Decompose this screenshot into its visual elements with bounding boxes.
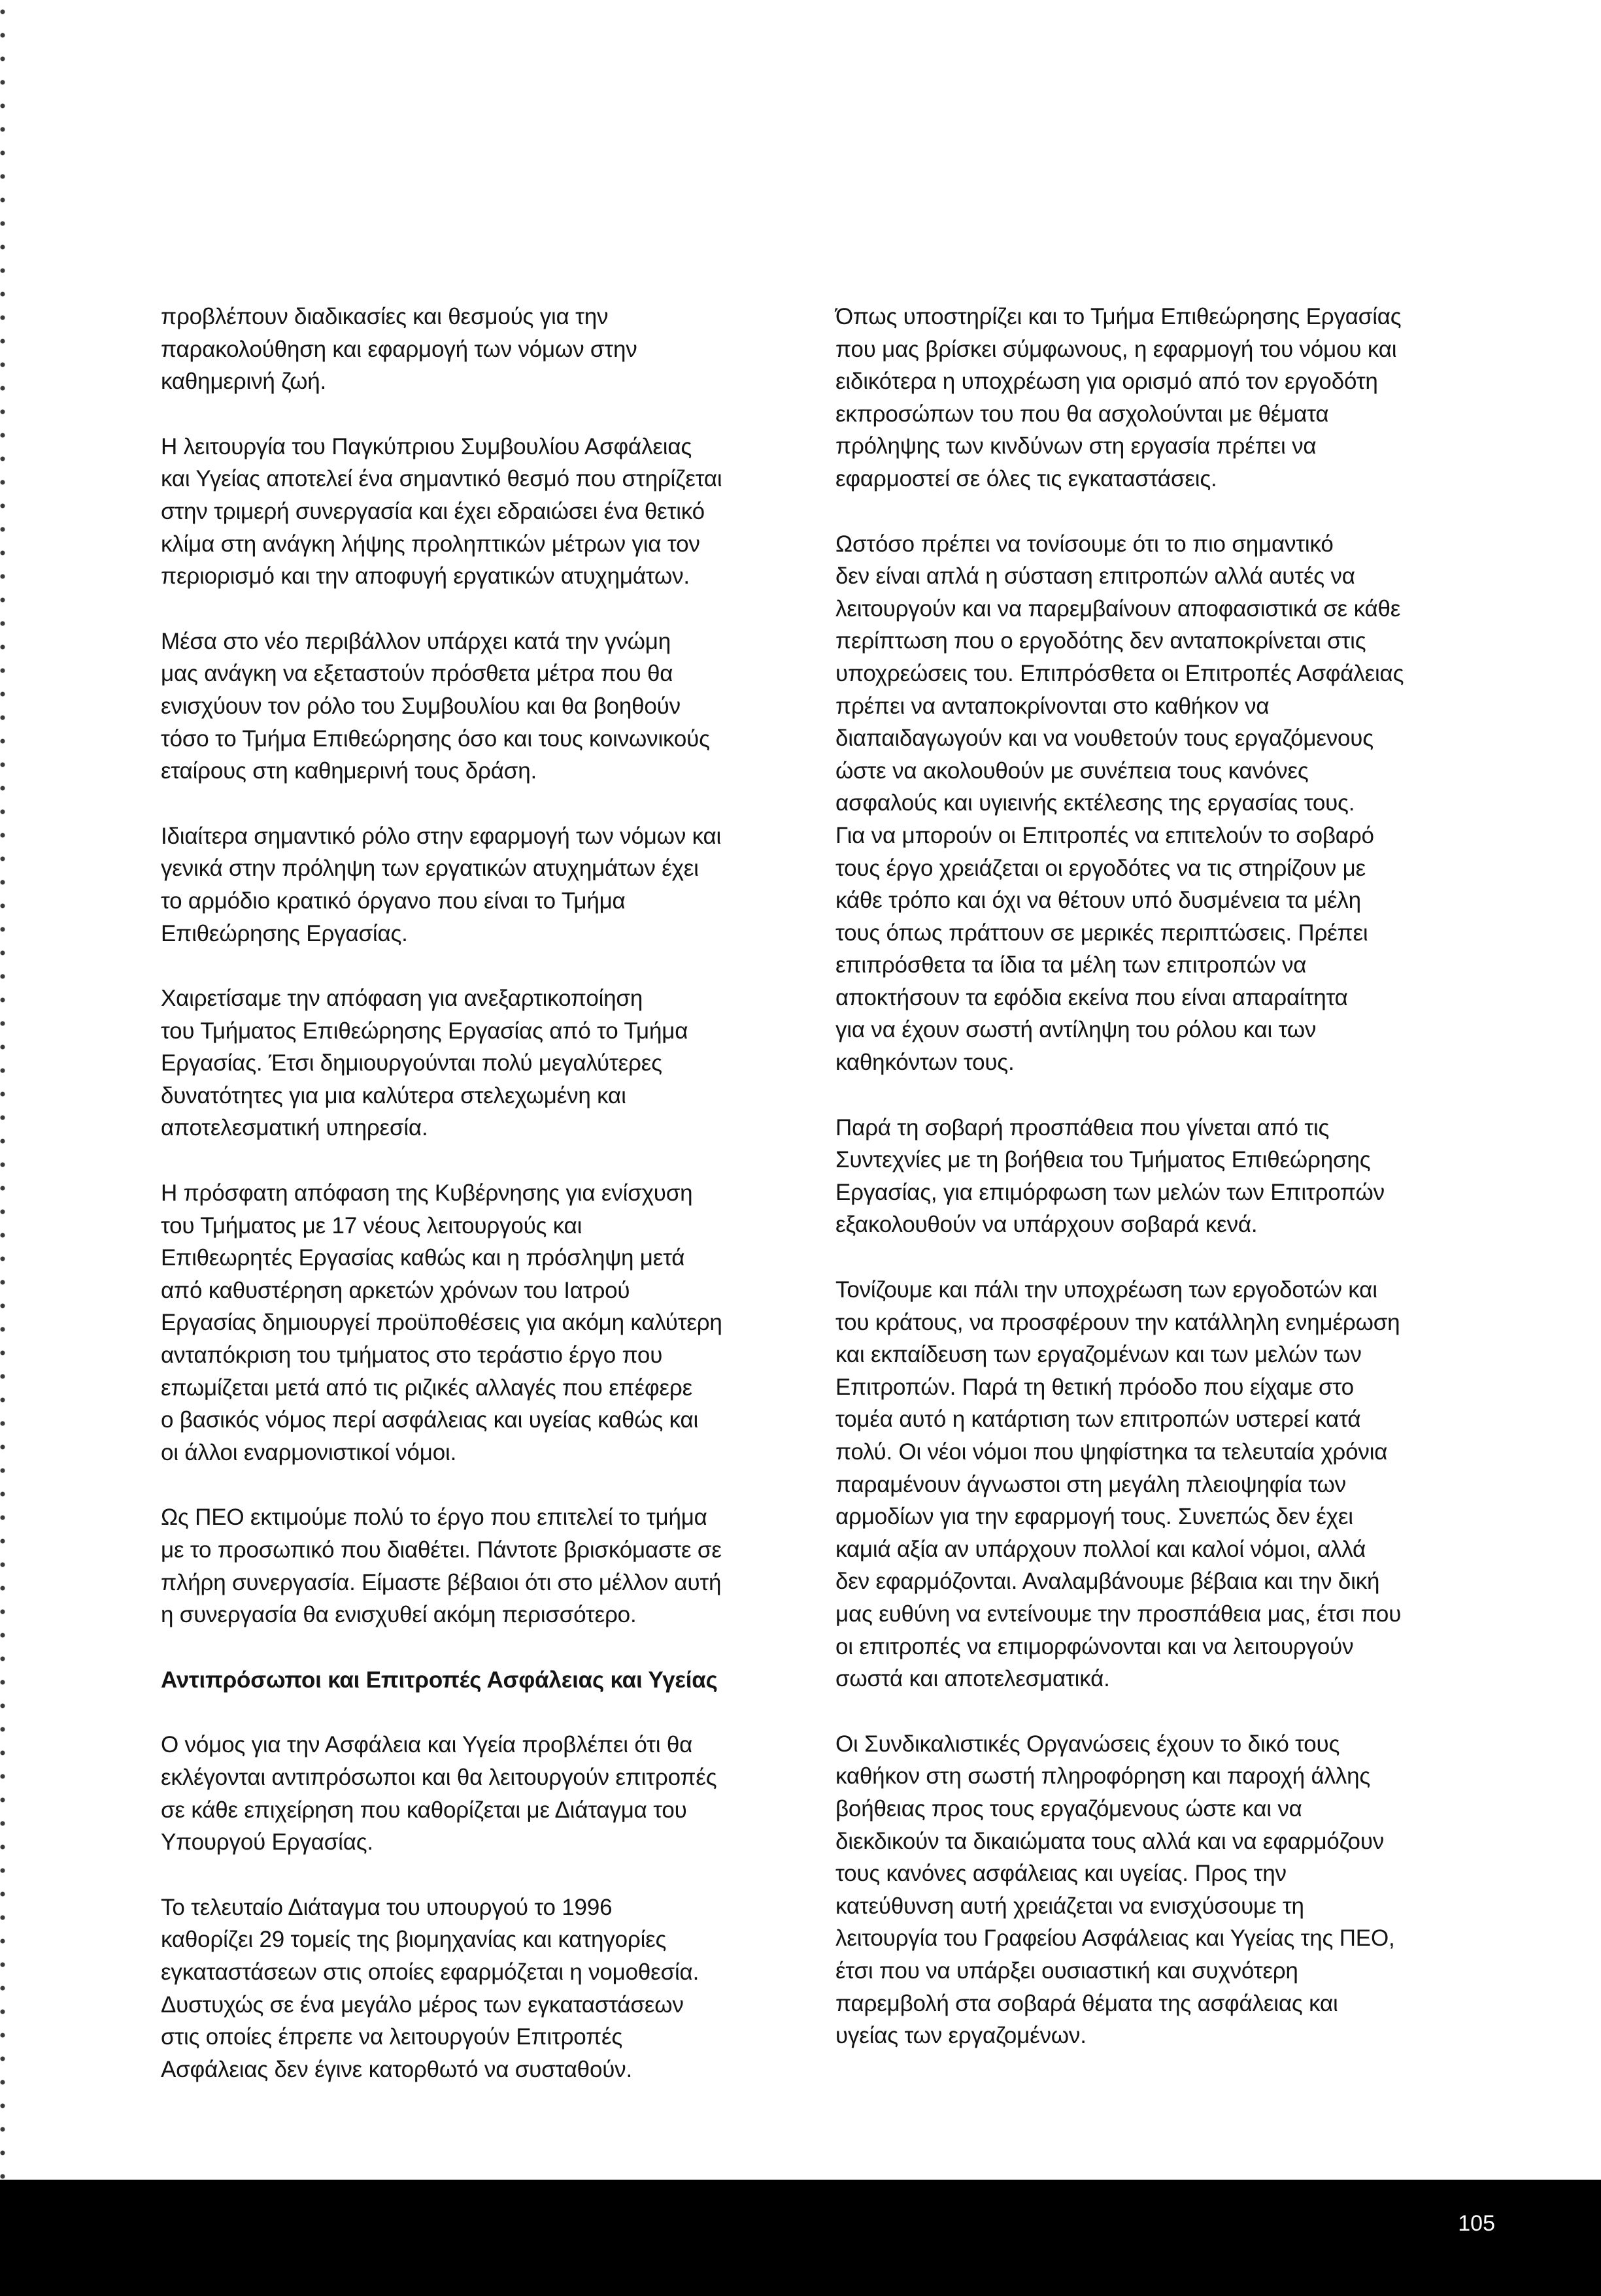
right-paragraph-1: Όπως υποστηρίζει και το Τμήμα Επιθεώρησης Εργασίας που μας βρίσκει σύμφωνους, η εφαρμογή του νόμου και ειδικότερα η υποχρέωση για ορισμό από τον εργοδότη εκπροσώπων του που θα ασχολούνται με θέματα πρόληψης των κινδύνων στη εργασία πρέπει να εφαρμοστεί σε όλες τις εγκαταστάσεις. (835, 304, 1402, 491)
left-paragraph-1: προβλέπουν διαδικασίες και θεσμούς για την παρακολούθηση και εφαρμογή των νόμων στην καθημερινή ζωή. (161, 304, 637, 395)
left-paragraph-4: Ιδιαίτερα σημαντικό ρόλο στην εφαρμογή των νόμων και γενικά στην πρόληψη των εργατικών ατυχημάτων έχει το αρμόδιο κρατικό όργανο που είναι το Τμήμα Επιθεώρησης Εργασίας. (161, 823, 722, 946)
left-paragraph-7: Ως ΠΕΟ εκτιμούμε πολύ το έργο που επιτελεί το τμήμα με το προσωπικό που διαθέτει. Πάντοτε βρισκόμαστε σε πλήρη συνεργασία. Είμαστε βέβαιοι ότι στο μέλλον αυτή η συνεργασία θα ενισχυθεί ακόμη περισσότερο. (161, 1505, 722, 1628)
left-paragraph-2: Η λειτουργία του Παγκύπριου Συμβουλίου Ασφάλειας και Υγείας αποτελεί ένα σημαντικό θεσμό που στηρίζεται στην τριμερή συνεργασία και έχει εδραιώσει ένα θετικό κλίμα στη ανάγκη λήψης προληπτικών μέτρων για τον περιορισμό και την αποφυγή εργατικών ατυχημάτων. (161, 433, 722, 590)
left-paragraph-9: Το τελευταίο Διάταγμα του υπουργού το 1996 καθορίζει 29 τομείς της βιομηχανίας και κατηγορίες εγκαταστάσεων στις οποίες εφαρμόζεται η νομοθεσία. Δυστυχώς σε ένα μεγάλο μέρος των εγκαταστάσεων στις οποίες έπρεπε να λειτουργούν Επιτροπές Ασφάλειας δεν έγινε κατορθωτό να συσταθούν. (161, 1894, 699, 2082)
right-column (835, 301, 1496, 2085)
right-paragraph-4: Τονίζουμε και πάλι την υποχρέωση των εργοδοτών και του κράτους, να προσφέρουν την κατάλληλη ενημέρωση και εκπαίδευση των εργαζομένων και των μελών των Επιτροπών. Παρά τη θετική πρόοδο που είχαμε στο τομέα αυτό η κατάρτιση των επιτροπών υστερεί κατά πολύ. Οι νέοι νόμοι που ψηφίστηκα τα τελευταία χρόνια παραμένουν άγνωστοι στη μεγάλη πλειοψηφία των αρμοδίων για την εφαρμογή τους. Συνεπώς δεν έχει καμιά αξία αν υπάρχουν πολλοί και καλοί νόμοι, αλλά δεν εφαρμόζονται. Αναλαμβάνουμε βέβαια και την δική μας ευθύνη να εντείνουμε την προσπάθεια μας, έτσι που οι επιτροπές να επιμορφώνονται και να λειτουργούν σωστά και αποτελεσματικά. (835, 1277, 1402, 1692)
binder-holes (0, 0, 13, 2296)
right-paragraph-5: Οι Συνδικαλιστικές Οργανώσεις έχουν το δικό τους καθήκον στη σωστή πληροφόρηση και παροχή άλλης βοήθειας προς τους εργαζόμενους ώστε και να διεκδικούν τα δικαιώματα τους αλλά και να εφαρμόζουν τους κανόνες ασφάλειας και υγείας. Προς την κατεύθυνση αυτή χρειάζεται να ενισχύσουμε τη λειτουργία του Γραφείου Ασφάλειας και Υγείας της ΠΕΟ, έτσι που να υπάρξει ουσιαστική και συχνότερη παρεμβολή στα σοβαρά θέματα της ασφάλειας και υγείας των εργαζομένων. (835, 1731, 1395, 2049)
right-paragraph-2: Ωστόσο πρέπει να τονίσουμε ότι το πιο σημαντικό δεν είναι απλά η σύσταση επιτροπών αλλά αυτές να λειτουργούν και να παρεμβαίνουν αποφασιστικά σε κάθε περίπτωση που ο εργοδότης δεν ανταποκρίνεται στις υποχρεώσεις του. Επιπρόσθετα οι Επιτροπές Ασφάλειας πρέπει να ανταποκρίνονται στο καθήκον να διαπαιδαγωγούν και να νουθετούν τους εργαζόμενους ώστε να ακολουθούν με συνέπεια τους κανόνες ασφαλούς και υγιεινής εκτέλεσης της εργασίας τους. Για να μπορούν οι Επιτροπές να επιτελούν το σοβαρό τους έργο χρειάζεται οι εργοδότες να τις στηρίζουν με κάθε τρόπο και όχι να θέτουν υπό δυσμένεια τα μέλη τους όπως πράττουν σε μερικές περιπτώσεις. Πρέπει επιπρόσθετα τα ίδια τα μέλη των επιτροπών να αποκτήσουν τα εφόδια εκείνα που είναι απαραίτητα για να έχουν σωστή αντίληψη του ρόλου και των καθηκόντων τους. (835, 531, 1404, 1076)
left-paragraph-6: Η πρόσφατη απόφαση της Κυβέρνησης για ενίσχυση του Τμήματος με 17 νέους λειτουργούς και Επιθεωρητές Εργασίας καθώς και η πρόσληψη μετά από καθυστέρηση αρκετών χρόνων του Ιατρού Εργασίας δημιουργεί προϋποθέσεις για ακόμη καλύτερη ανταπόκριση του τμήματος στο τεράστιο έργο που επωμίζεται μετά από τις ριζικές αλλαγές που επέφερε ο βασικός νόμος περί ασφάλειας και υγείας καθώς και οι άλλοι εναρμονιστικοί νόμοι. (161, 1180, 722, 1465)
footer-bar (0, 2180, 1601, 2296)
section-heading: Αντιπρόσωποι και Επιτροπές Ασφάλειας και Υγείας (161, 1667, 718, 1693)
right-paragraph-3: Παρά τη σοβαρή προσπάθεια που γίνεται από τις Συντεχνίες με τη βοήθεια του Τμήματος Επιθεώρησης Εργασίας, για επιμόρφωση των μελών των Επιτροπών εξακολουθούν να υπάρχουν σοβαρά κενά. (835, 1114, 1385, 1238)
left-column (161, 301, 788, 2118)
page-number: 105 (1458, 2211, 1495, 2236)
left-paragraph-3: Μέσα στο νέο περιβάλλον υπάρχει κατά την γνώμη μας ανάγκη να εξεταστούν πρόσθετα μέτρα που θα ενισχύουν τον ρόλο του Συμβουλίου και θα βοηθούν τόσο το Τμήμα Επιθεώρησης όσο και τους κοινωνικούς εταίρους στη καθημερινή τους δράση. (161, 628, 710, 784)
left-paragraph-5: Χαιρετίσαμε την απόφαση για ανεξαρτικοποίηση του Τμήματος Επιθεώρησης Εργασίας από το Τμήμα Εργασίας. Έτσι δημιουργούνται πολύ μεγαλύτερες δυνατότητες για μια καλύτερα στελεχωμένη και αποτελεσματική υπηρεσία. (161, 986, 688, 1141)
left-paragraph-8: Ο νόμος για την Ασφάλεια και Υγεία προβλέπει ότι θα εκλέγονται αντιπρόσωποι και θα λειτουργούν επιτροπές σε κάθε επιχείρηση που καθορίζεται με Διάταγμα του Υπουργού Εργασίας. (161, 1732, 717, 1855)
